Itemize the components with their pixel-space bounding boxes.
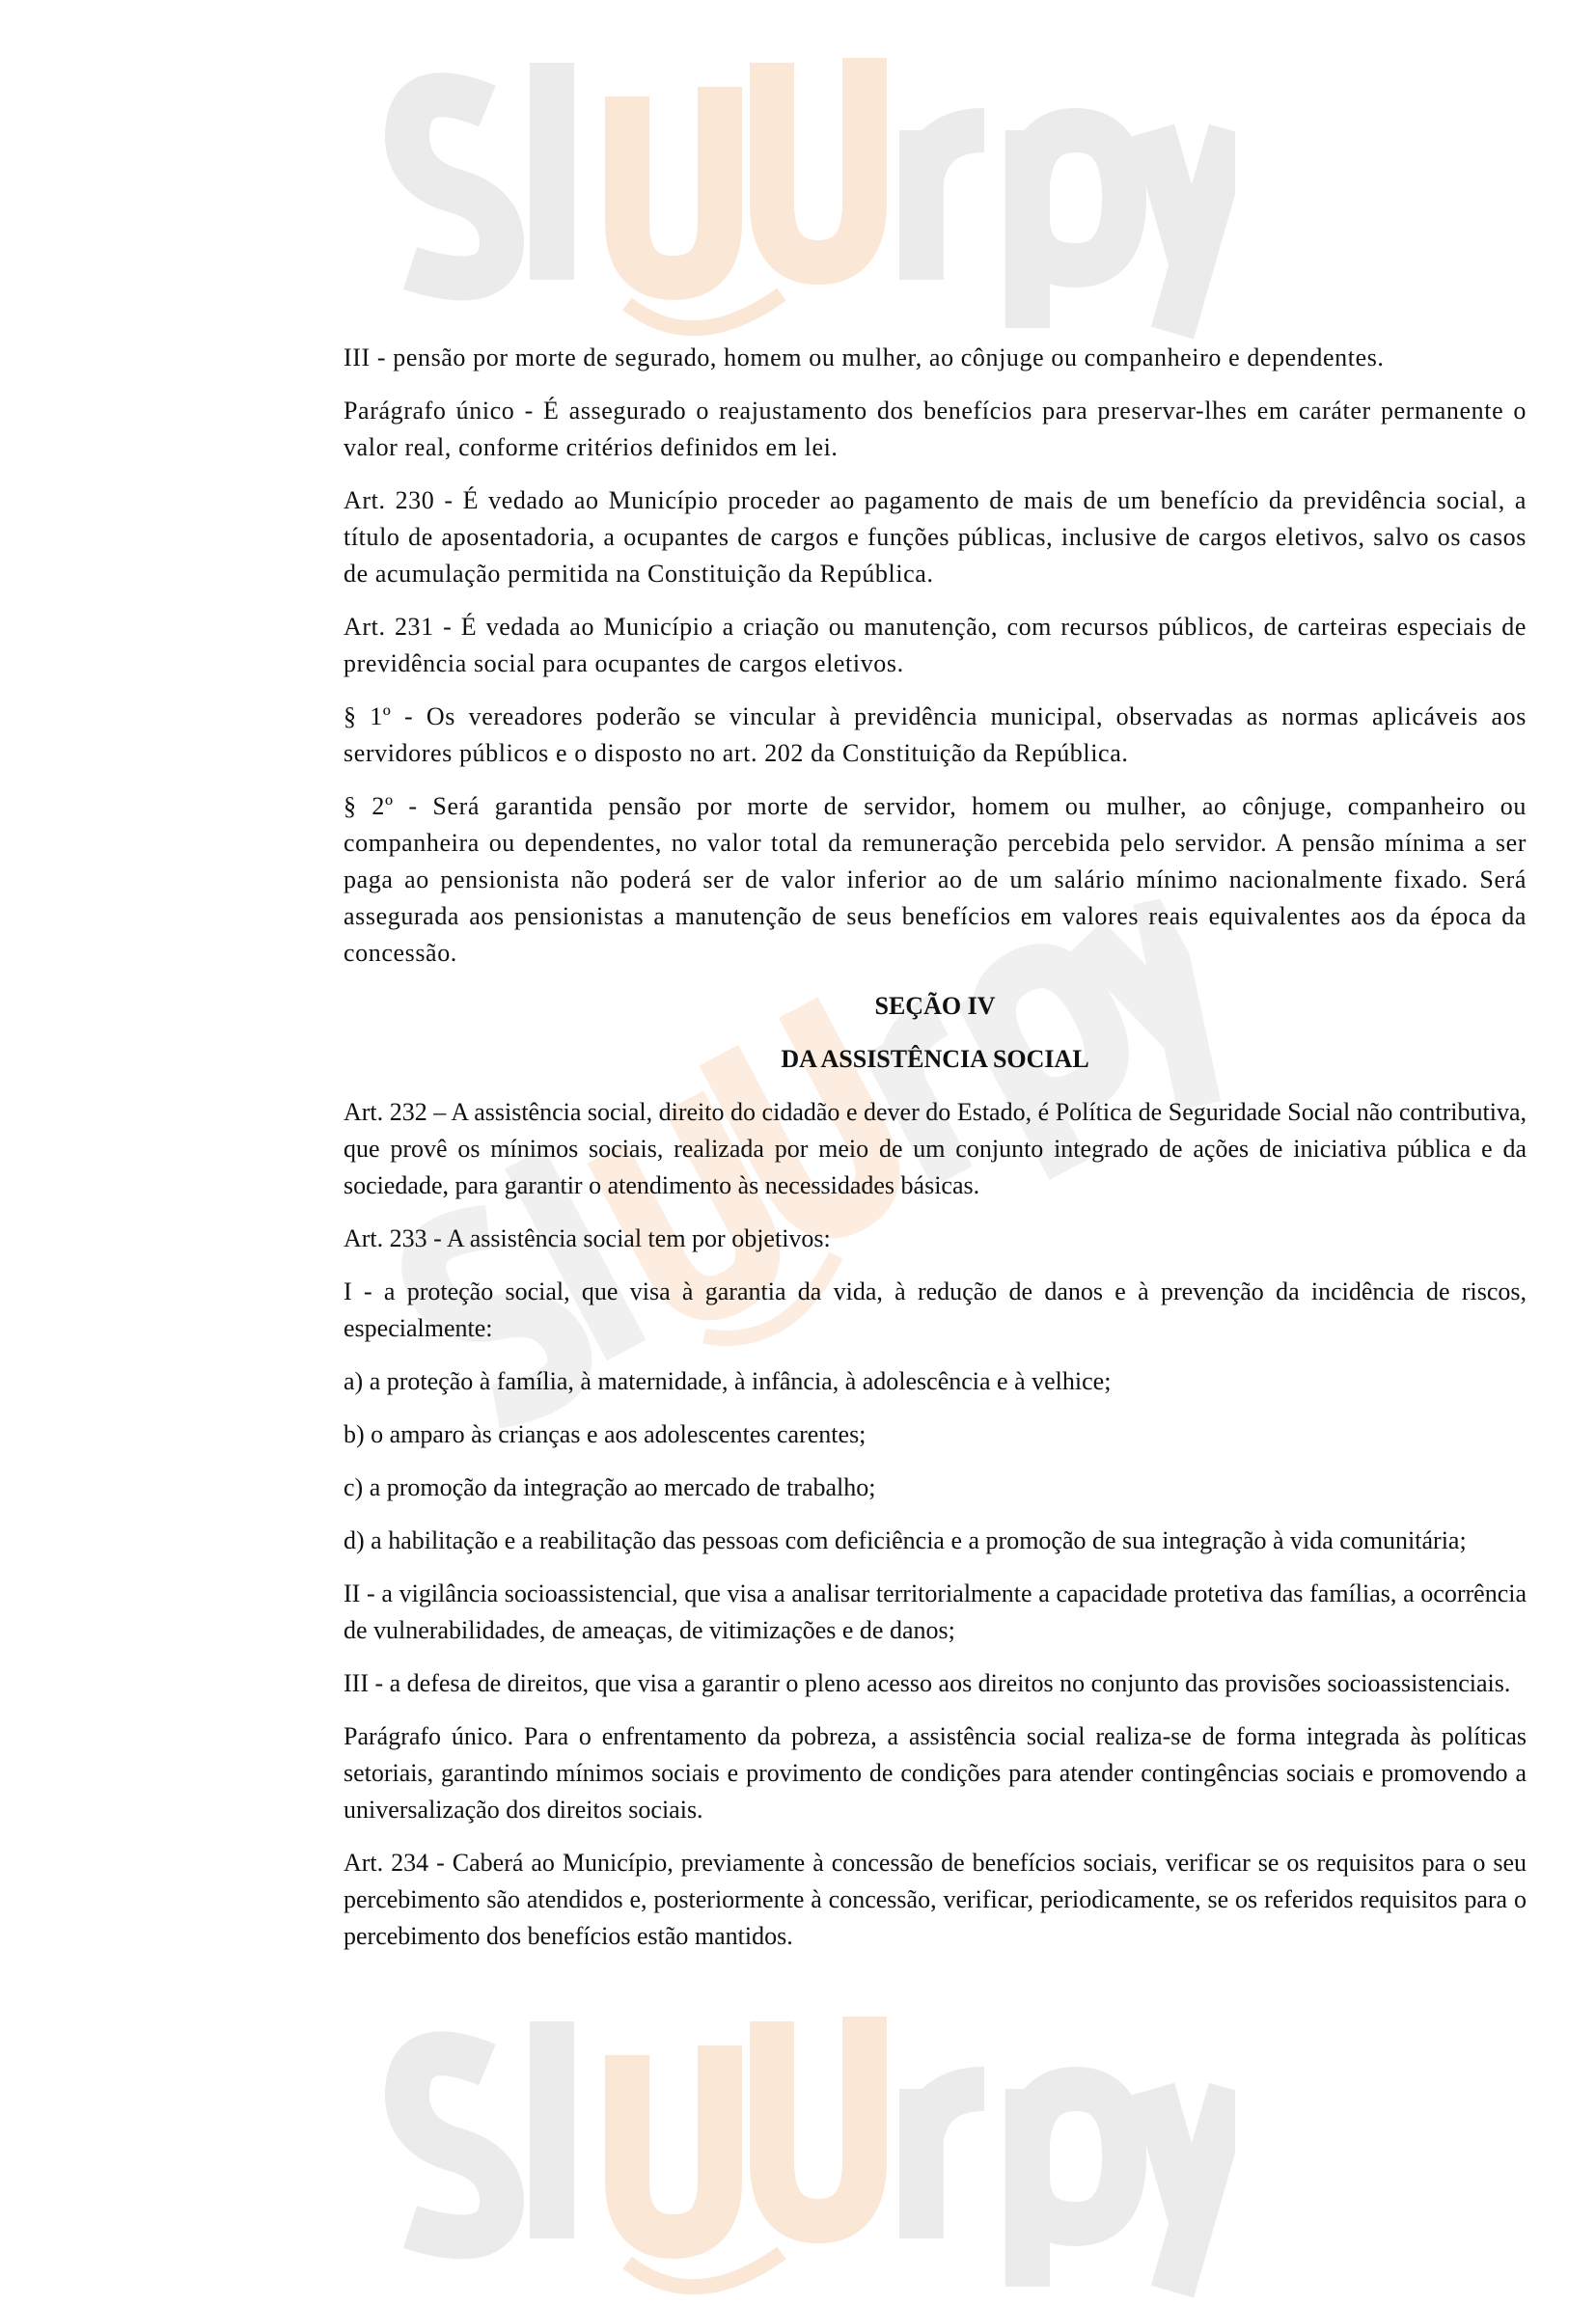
document-body xyxy=(344,340,1527,1971)
article-233-paragraph-unico: Parágrafo único. Para o enfrentamento da pobreza, a assistência social realiza-se de forma integrada às políticas setoriais, garantindo mínimos sociais e provimento de condições para atender contingências sociais e promovendo a universalização dos direitos sociais. xyxy=(344,1722,1527,1824)
section-subtitle: DA ASSISTÊNCIA SOCIAL xyxy=(781,1045,1089,1073)
article-231-paragraph-2: § 2º - Será garantida pensão por morte de servidor, homem ou mulher, ao cônjuge, companheiro ou companheira ou dependentes, no valor total da remuneração percebida pelo servidor. A pensão mínima a ser paga ao pensionista não poderá ser de valor inferior ao de um salário mínimo nacionalmente fixado. Será assegurada aos pensionistas a manutenção de seus benefícios em valores reais equivalentes aos da época da concessão. xyxy=(344,792,1527,967)
paragraph-unico-reajustamento: Parágrafo único - É assegurado o reajustamento dos benefícios para preservar-lhes em caráter permanente o valor real, conforme critérios definidos em lei. xyxy=(344,397,1527,461)
paragraph-item-iii-pensao: III - pensão por morte de segurado, homem ou mulher, ao cônjuge ou companheiro e dependentes. xyxy=(344,343,1385,371)
article-232: Art. 232 – A assistência social, direito do cidadão e dever do Estado, é Política de Seguridade Social não contributiva, que provê os mínimos sociais, realizada por meio de um conjunto integrado de ações de iniciativa pública e da sociedade, para garantir o atendimento às necessidades básicas. xyxy=(344,1098,1527,1199)
article-231-paragraph-1: § 1º - Os vereadores poderão se vincular à previdência municipal, observadas as normas aplicáveis aos servidores públicos e o disposto no art. 202 da Constituição da República. xyxy=(344,702,1527,767)
article-231: Art. 231 - É vedada ao Município a criação ou manutenção, com recursos públicos, de carteiras especiais de previdência social para ocupantes de cargos eletivos. xyxy=(344,613,1527,677)
article-230: Art. 230 - É vedado ao Município proceder ao pagamento de mais de um benefício da previdência social, a título de aposentadoria, a ocupantes de cargos e funções públicas, inclusive de cargos eletivos, salvo os casos de acumulação permitida na Constituição da República. xyxy=(344,486,1527,588)
article-233-item-ii: II - a vigilância socioassistencial, que visa a analisar territorialmente a capacidade protetiva das famílias, a ocorrência de vulnerabilidades, de ameaças, de vitimizações e de danos; xyxy=(344,1579,1527,1644)
article-234: Art. 234 - Caberá ao Município, previamente à concessão de benefícios sociais, verificar se os requisitos para o seu percebimento são atendidos e, posteriormente à concessão, verificar, periodicamente, se os referidos requisitos para o percebimento dos benefícios estão mantidos. xyxy=(344,1849,1527,1950)
article-233-item-b: b) o amparo às crianças e aos adolescentes carentes; xyxy=(344,1420,867,1448)
article-233-item-i: I - a proteção social, que visa à garantia da vida, à redução de danos e à prevenção da incidência de riscos, especialmente: xyxy=(344,1277,1527,1342)
watermark-logo-bottom xyxy=(367,1997,1235,2306)
article-233-item-c: c) a promoção da integração ao mercado de trabalho; xyxy=(344,1473,876,1501)
article-233-item-d: d) a habilitação e a reabilitação das pessoas com deficiência e a promoção de sua integração à vida comunitária; xyxy=(344,1526,1467,1554)
article-233-item-a: a) a proteção à família, à maternidade, à infância, à adolescência e à velhice; xyxy=(344,1367,1112,1395)
watermark-logo-top xyxy=(367,39,1235,347)
article-233: Art. 233 - A assistência social tem por objetivos: xyxy=(344,1224,831,1252)
article-233-item-iii: III - a defesa de direitos, que visa a garantir o pleno acesso aos direitos no conjunto das provisões socioassistenciais. xyxy=(344,1669,1511,1697)
section-title: SEÇÃO IV xyxy=(874,992,996,1020)
